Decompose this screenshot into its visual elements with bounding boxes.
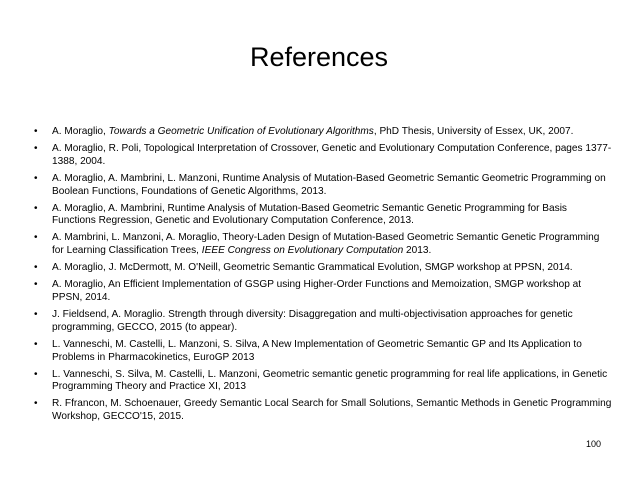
reference-item (34, 398, 612, 424)
reference-item (34, 369, 612, 395)
reference-text-plain-end: , PhD Thesis, University of Essex, UK, 2007. (373, 126, 574, 137)
reference-text (52, 369, 607, 393)
reference-text-plain: L. Vanneschi, M. Castelli, L. Manzoni, S. Silva, A New Implementation of Geometric Semantic GP and Its Application to Problems in Pharmacokinetics, EuroGP 2013 (52, 338, 582, 363)
bullet-icon: • (34, 398, 38, 410)
reference-item (34, 339, 612, 365)
reference-item (34, 232, 612, 258)
reference-item (34, 173, 612, 199)
reference-text (52, 279, 581, 303)
reference-text-plain: A. Mambrini, L. Manzoni, A. Moraglio, Theory-Laden Design of Mutation-Based Geometric Semantic Genetic Programming for Learning Classification Trees, (52, 232, 600, 257)
reference-text-plain: L. Vanneschi, S. Silva, M. Castelli, L. Manzoni, Geometric semantic genetic programming for real life applications, in Genetic Programming Theory and Practice XI, 2013 (52, 368, 608, 393)
reference-item (34, 143, 612, 169)
bullet-icon: • (34, 126, 38, 137)
reference-text (52, 143, 611, 167)
reference-text-plain: A. Moraglio, J. McDermott, M. O'Neill, Geometric Semantic Grammatical Evolution, SMGP workshop at PPSN, 2014. (52, 262, 573, 274)
reference-text-plain: A. Moraglio, R. Poli, Topological Interpretation of Crossover, Genetic and Evolutionary Computation Conference, pages 1377-1388, 2004. (52, 142, 612, 167)
reference-text-plain: A. Moraglio, A. Mambrini, Runtime Analysis of Mutation-Based Geometric Semantic Genetic Programming for Basis Functions Regression, Genetic and Evolutionary Computation Conference, 2013. (52, 202, 567, 227)
reference-text-plain-end: 2013. (403, 245, 432, 257)
reference-item (34, 279, 612, 305)
bullet-icon: • (34, 368, 38, 380)
bullet-icon: • (34, 232, 38, 244)
reference-text (52, 262, 573, 273)
bullet-icon: • (34, 279, 38, 291)
reference-item (34, 309, 612, 335)
bullet-icon: • (34, 172, 38, 184)
reference-text-plain: J. Fieldsend, A. Moraglio. Strength through diversity: Disaggregation and multi-objectivisation approaches for genetic programming, GECCO, 2015 (to appear). (52, 308, 573, 333)
page-number: 100 (586, 439, 602, 449)
reference-text-plain: R. Ffrancon, M. Schoenauer, Greedy Semantic Local Search for Small Solutions, Semantic Methods in Genetic Programming Workshop, GECCO'15, 2015. (52, 398, 612, 423)
bullet-icon: • (34, 308, 38, 320)
reference-text (52, 309, 573, 333)
reference-text (52, 232, 599, 256)
reference-text (52, 126, 573, 137)
reference-item (34, 203, 612, 229)
bullet-icon: • (34, 202, 38, 214)
reference-text (52, 339, 582, 363)
reference-text-italic: IEEE Congress on Evolutionary Computation (201, 245, 404, 257)
reference-item (34, 126, 612, 139)
bullet-icon: • (34, 338, 38, 350)
bullet-icon: • (34, 262, 38, 274)
reference-text (52, 398, 611, 422)
reference-text-plain: A. Moraglio, An Efficient Implementation of GSGP using Higher-Order Functions and Memoization, SMGP workshop at PPSN, 2014. (52, 279, 582, 303)
reference-text-plain: A. Moraglio, (52, 126, 109, 137)
reference-text-plain: A. Moraglio, A. Mambrini, L. Manzoni, Runtime Analysis of Mutation-Based Geometric Semantic Geometric Programming on Boolean Functions, Foundations of Genetic Algorithms, 2013. (52, 172, 606, 197)
reference-list (34, 126, 612, 428)
slide-title: References (249, 42, 389, 72)
reference-text (52, 173, 606, 197)
reference-text-italic: Towards a Geometric Unification of Evolutionary Algorithms (108, 126, 374, 137)
bullet-icon: • (34, 142, 38, 154)
reference-item (34, 262, 612, 275)
reference-text (52, 203, 567, 227)
